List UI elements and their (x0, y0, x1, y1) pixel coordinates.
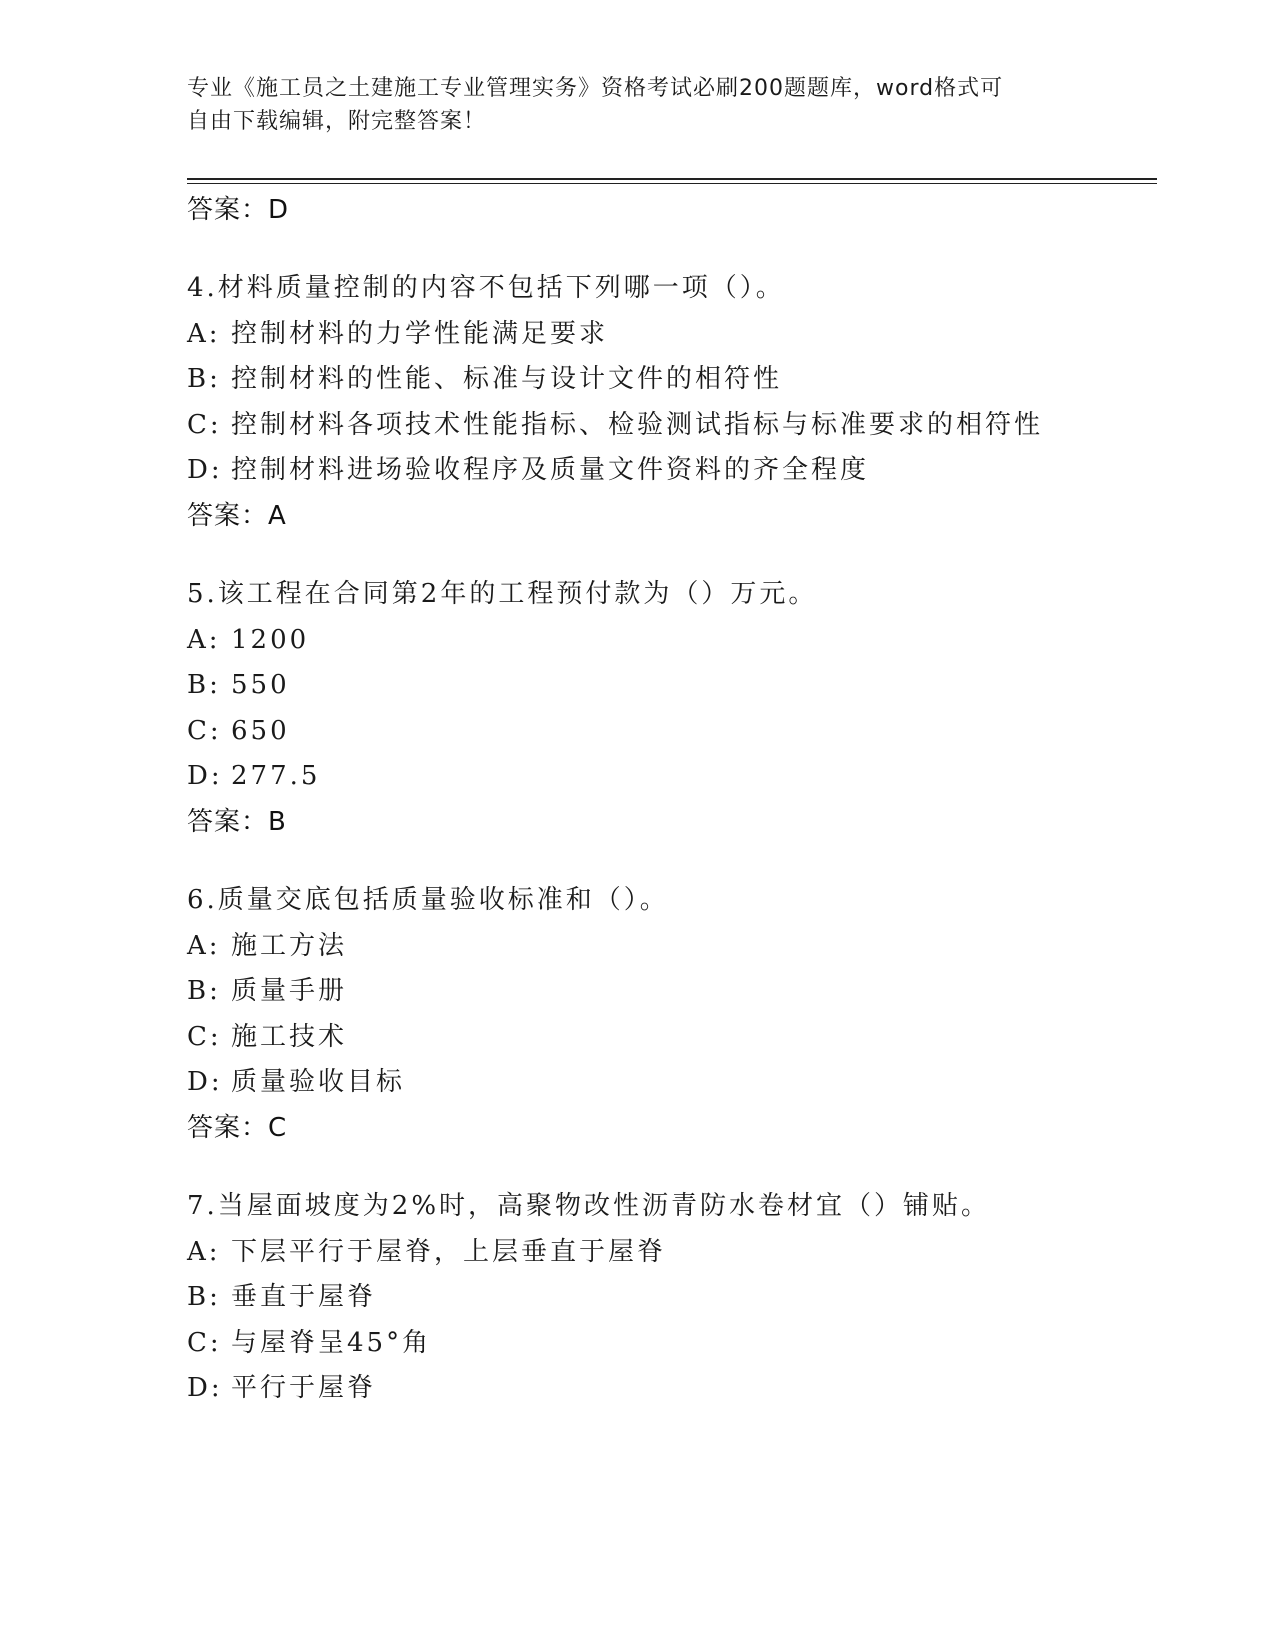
option-text: 控制材料进场验收程序及质量文件资料的齐全程度 (231, 455, 870, 486)
question-stem: 7.当屋面坡度为2%时，高聚物改性沥青防水卷材宜（）铺贴。 (187, 1191, 991, 1221)
option-b (187, 969, 1167, 1015)
option-text: 与屋脊呈45°角 (231, 1327, 432, 1358)
option-d (187, 448, 1167, 494)
answer-label: 答案：A (187, 500, 287, 531)
option-d (187, 1366, 1167, 1412)
header-divider-thick (187, 178, 1157, 180)
question-stem: 5.该工程在合同第2年的工程预付款为（）万元。 (187, 579, 818, 609)
option-text: 质量手册 (231, 976, 348, 1007)
option-c (187, 403, 1167, 449)
option-text: 控制材料各项技术性能指标、检验测试指标与标准要求的相符性 (231, 409, 1044, 440)
option-letter: B: (187, 976, 221, 1007)
option-text: 1200 (231, 624, 310, 655)
question-5 (187, 572, 1167, 846)
option-text: 质量验收目标 (231, 1067, 406, 1098)
option-letter: D: (187, 1373, 223, 1404)
option-a (187, 312, 1167, 358)
option-text: 550 (231, 670, 290, 701)
option-letter: D: (187, 1067, 223, 1098)
option-c (187, 1321, 1167, 1367)
option-text: 控制材料的力学性能满足要求 (231, 318, 609, 349)
option-text: 垂直于屋脊 (231, 1282, 377, 1313)
option-letter: A: (187, 1236, 221, 1267)
option-letter: A: (187, 930, 221, 961)
option-c (187, 709, 1167, 755)
option-c (187, 1015, 1167, 1061)
option-a (187, 618, 1167, 664)
option-letter: B: (187, 670, 221, 701)
option-b (187, 1275, 1167, 1321)
option-letter: C: (187, 409, 222, 440)
option-letter: D: (187, 455, 223, 486)
option-letter: A: (187, 624, 221, 655)
option-letter: B: (187, 1282, 221, 1313)
option-letter: B: (187, 364, 221, 395)
question-stem: 6.质量交底包括质量验收标准和（）。 (187, 885, 669, 915)
option-text: 施工方法 (231, 930, 348, 961)
option-text: 650 (231, 715, 290, 746)
document-header (187, 72, 1087, 138)
question-stem: 4.材料质量控制的内容不包括下列哪一项（）。 (187, 273, 785, 303)
option-d (187, 754, 1167, 800)
option-letter: C: (187, 1021, 222, 1052)
question-6 (187, 878, 1167, 1152)
option-text: 277.5 (231, 761, 321, 792)
header-line-1: 专业《施工员之土建施工专业管理实务》资格考试必刷200题题库，word格式可 (187, 76, 1004, 101)
option-letter: C: (187, 715, 222, 746)
option-text: 平行于屋脊 (231, 1373, 377, 1404)
option-a (187, 1230, 1167, 1276)
header-line-2: 自由下载编辑，附完整答案！ (187, 109, 487, 134)
option-a (187, 924, 1167, 970)
option-d (187, 1060, 1167, 1106)
question-7 (187, 1184, 1167, 1412)
option-b (187, 357, 1167, 403)
answer-label: 答案：C (187, 1112, 288, 1143)
header-divider-thin (187, 183, 1157, 184)
option-text: 施工技术 (231, 1021, 348, 1052)
option-letter: C: (187, 1327, 222, 1358)
option-text: 控制材料的性能、标准与设计文件的相符性 (231, 364, 783, 395)
question-4 (187, 266, 1167, 540)
option-letter: A: (187, 318, 221, 349)
option-text: 下层平行于屋脊，上层垂直于屋脊 (231, 1236, 667, 1267)
answer-previous-question: 答案：D (187, 195, 290, 225)
option-letter: D: (187, 761, 223, 792)
option-b (187, 663, 1167, 709)
answer-label: 答案：B (187, 806, 287, 837)
